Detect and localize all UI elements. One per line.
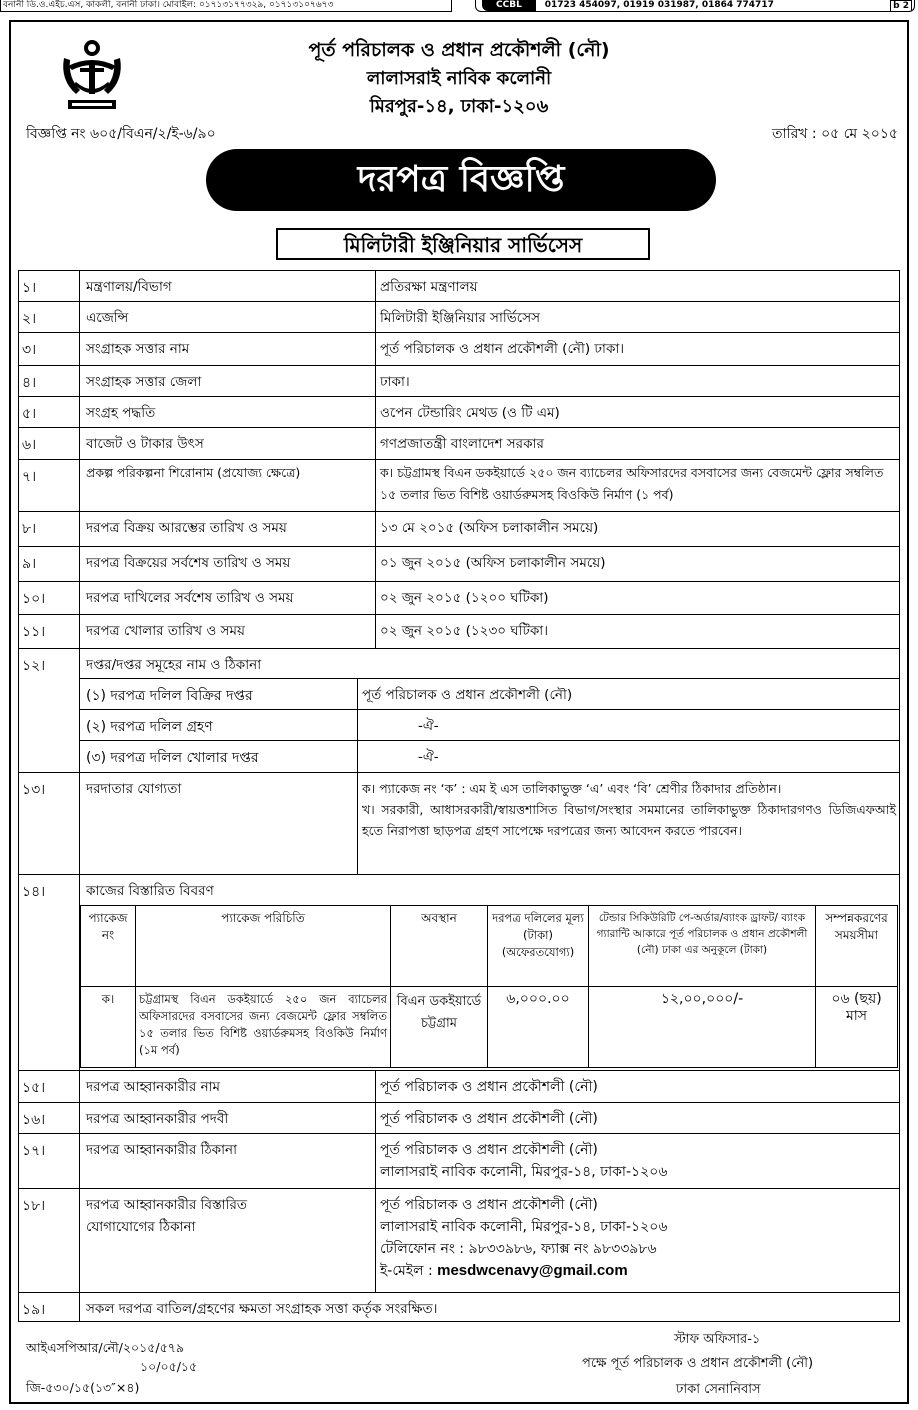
header-location: অবস্থান — [391, 906, 488, 987]
table-row — [18, 581, 900, 614]
row-number: ১৭। — [18, 1134, 80, 1188]
package-header-row — [81, 906, 898, 987]
row-item: দরপত্র খোলার তারিখ ও সময় — [80, 615, 376, 648]
table-row — [18, 270, 900, 301]
notice-subtitle: মিলিটারী ইঞ্জিনিয়ার সার্ভিসেস — [276, 228, 650, 260]
row-item: বাজেট ও টাকার উৎস — [80, 428, 376, 459]
table-row — [18, 546, 900, 581]
top-strip — [0, 0, 918, 14]
row-item: দরপত্র আহ্বানকারীর নাম — [80, 1071, 376, 1102]
row-value: পূর্ত পরিচালক ও প্রধান প্রকৌশলী (নৌ) — [380, 1111, 598, 1127]
signatory-title: স্টাফ অফিসার-১ — [674, 1332, 761, 1347]
top-ad-text: বনানী ডি.ও.এইচ.এস, কাকলী, বনানী ঢাকা। মোবাইল: ০১৭১৩১৭৭৩২৯, ০১৭১৩১০৭৬৭৩ — [0, 0, 452, 12]
package-row — [81, 987, 898, 1068]
row-item: দপ্তর/দপ্তর সমূহের নাম ও ঠিকানা — [86, 657, 262, 673]
row-item: এজেন্সি — [80, 302, 376, 332]
row-value: ওপেন টেন্ডারিং মেথড (ও টি এম) — [380, 405, 560, 421]
row-value: -ঐ- — [418, 749, 439, 765]
table-row — [18, 511, 900, 546]
header-tender-security: টেন্ডার সিকিউরিটি পে-অর্ডার/ব্যাংক ড্রাফট/ ব্যাংক গ্যারান্টি আকারে পূর্ত পরিচালক ও প্রধান প্রকৌশলী (নৌ) ঢাকা এর অনুকূলে (টাকা) — [589, 906, 816, 987]
row-item-line: দরপত্র আহ্বানকারীর বিস্তারিত — [86, 1197, 247, 1213]
signatory-on-behalf: পক্ষে পূর্ত পরিচালক ও প্রধান প্রকৌশলী (নৌ) — [582, 1356, 814, 1371]
row-item: কাজের বিস্তারিত বিবরণ — [86, 883, 214, 899]
row-value — [358, 773, 900, 874]
table-row — [18, 1292, 900, 1322]
table-row — [18, 1102, 900, 1133]
package-desc: চট্টগ্রামস্থ বিএন ডকইয়ার্ডে ২৫০ জন ব্যাচেলর অফিসারদের বসবাসের জন্য বেজমেন্ট ফ্লোর সম্বলিত ১৫ তলার ভিত বিশিষ্ট ওয়ার্ডরুমসহ বিওকিউ নির্মাণ (১ম পর্ব) — [136, 987, 391, 1068]
header-address: মিরপুর-১৪, ঢাকা-১২০৬ — [369, 96, 549, 117]
row-item: দরপত্র দাখিলের সর্বশেষ তারিখ ও সময় — [80, 582, 376, 614]
row-number: ১৮। — [18, 1189, 80, 1292]
table-row — [18, 772, 900, 874]
row-value: -ঐ- — [418, 718, 439, 734]
row-item-line: যোগাযোগের ঠিকানা — [86, 1219, 196, 1235]
row-value: ০২ জুন ২০১৫ (১২৩০ ঘটিকা। — [380, 623, 549, 639]
row-value: পূর্ত পরিচালক ও প্রধান প্রকৌশলী (নৌ) ঢাকা। — [380, 341, 625, 357]
table-row — [18, 874, 900, 904]
row-item: প্রকল্প পরিকল্পনা শিরোনাম (প্রযোজ্য ক্ষেত্রে) — [80, 460, 376, 511]
row-value — [376, 1134, 900, 1188]
header-office: পূর্ত পরিচালক ও প্রধান প্রকৌশলী (নৌ) — [308, 39, 610, 61]
row-item: (২) দরপত্র দলিল গ্রহণ — [80, 710, 358, 740]
row-item: সকল দরপত্র বাতিল/গ্রহণের ক্ষমতা সংগ্রাহক সত্তা কর্তৃক সংরক্ষিত। — [86, 1301, 438, 1317]
row-value — [376, 1189, 900, 1292]
row-number: ৮। — [18, 512, 80, 546]
contact-line: পূর্ত পরিচালক ও প্রধান প্রকৌশলী (নৌ) — [380, 1197, 598, 1213]
row-item — [80, 1189, 376, 1292]
address-line: পূর্ত পরিচালক ও প্রধান প্রকৌশলী (নৌ) — [380, 1142, 598, 1158]
table-row — [18, 301, 900, 332]
ccbl-phones: 01723 454097, 01919 031987, 01864 774717 — [544, 0, 774, 10]
row-item: সংগ্রহ পদ্ধতি — [80, 397, 376, 427]
table-row — [18, 648, 900, 678]
notice-title: দরপত্র বিজ্ঞপ্তি — [206, 149, 716, 211]
row-number: ১৬। — [18, 1103, 80, 1133]
address-line: লালাসরাই নাবিক কলোনী, মিরপুর-১৪, ঢাকা-১২০৬ — [380, 1164, 668, 1180]
package-location: বিএন ডকইয়ার্ডে চট্টগ্রাম — [391, 987, 488, 1068]
row-number: ১৩। — [18, 773, 80, 874]
row-item: দরপত্র বিক্রয়ের সর্বশেষ তারিখ ও সময় — [80, 547, 376, 581]
table-row — [18, 1133, 900, 1188]
row-item: মন্ত্রণালয়/বিভাগ — [80, 271, 376, 301]
qualification-b: খ। সরকারী, আধাসরকারী/স্বায়ত্তশাসিত বিভাগ/সংস্থার সমমানের তালিকাভুক্ত ঠিকাদারগণও ডিজিএফআই হতে নিরাপত্তা ছাড়পত্র গ্রহণ সাপেক্ষে দরপত্রের জন্য আবেদন করতে পারবেন। — [362, 802, 896, 838]
g-ref: জি-৫৩০/১৫(১৩″×৪) — [26, 1380, 140, 1395]
header-duration: সম্পন্নকরণের সময়সীমা — [816, 906, 898, 987]
email-label: ই-মেইল : — [380, 1263, 438, 1279]
phone-fax: টেলিফোন নং : ৯৮৩৩৯৮৬, ফ্যাক্স নং ৯৮৩৩৯৮৬ — [380, 1241, 657, 1257]
row-value: প্রতিরক্ষা মন্ত্রণালয় — [380, 279, 478, 295]
ccbl-logo: CCBL — [482, 0, 536, 11]
row-value: ১৩ মে ২০১৫ (অফিস চলাকালীন সময়ে) — [380, 520, 599, 536]
row-number: ৩। — [18, 333, 80, 365]
row-number: ১১। — [18, 615, 80, 648]
row-item: সংগ্রাহক সত্তার জেলা — [80, 366, 376, 396]
notice-date: তারিখ : ০৫ মে ২০১৫ — [772, 126, 898, 142]
table-row — [18, 396, 900, 427]
package-doc-price: ৬,০০০.০০ — [488, 987, 589, 1068]
package-no: ক। — [81, 987, 136, 1068]
row-item: দরপত্র আহ্বানকারীর পদবী — [80, 1103, 376, 1133]
ccbl-number: b 2 — [890, 0, 912, 12]
row-number: ৬। — [18, 428, 80, 459]
ispr-ref: আইএসপিআর/নৌ/২০১৫/৫৭৯ — [26, 1340, 184, 1355]
table-row — [18, 459, 900, 511]
row-number: ৫। — [18, 397, 80, 427]
row-number: ১০। — [18, 582, 80, 614]
ispr-date: ১০/০৫/১৫ — [140, 1359, 198, 1374]
package-duration: ০৬ (ছয়) মাস — [816, 987, 898, 1068]
table-row — [18, 1070, 900, 1102]
header-package-no: প্যাকেজ নং — [81, 906, 136, 987]
row-item: (৩) দরপত্র দলিল খোলার দপ্তর — [80, 741, 358, 772]
row-item: দরদাতার যোগ্যতা — [80, 773, 358, 874]
row-number: ৪। — [18, 366, 80, 396]
package-security: ১২,০০,০০০/- — [589, 987, 816, 1068]
row-value: গণপ্রজাতন্ত্রী বাংলাদেশ সরকার — [380, 436, 544, 452]
row-item: দরপত্র আহ্বানকারীর ঠিকানা — [80, 1134, 376, 1188]
qualification-a: ক। প্যাকেজ নং ‘ক’ : এম ই এস তালিকাভুক্ত ‘এ’ এবং ‘বি’ শ্রেণীর ঠিকাদার প্রতিষ্ঠান। — [362, 781, 782, 796]
ccbl-ad — [475, 0, 915, 12]
row-item: (১) দরপত্র দলিল বিক্রির দপ্তর — [80, 679, 358, 709]
table-row — [18, 1188, 900, 1292]
row-value: মিলিটারী ইঞ্জিনিয়ার সার্ভিসেস — [380, 310, 541, 326]
contact-line: লালাসরাই নাবিক কলোনী, মিরপুর-১৪, ঢাকা-১২০৬ — [380, 1219, 668, 1235]
email-address[interactable]: mesdwcenavy@gmail.com — [437, 1262, 628, 1279]
row-value: পূর্ত পরিচালক ও প্রধান প্রকৌশলী (নৌ) — [362, 687, 573, 703]
row-item: দরপত্র বিক্রয় আরম্ভের তারিখ ও সময় — [80, 512, 376, 546]
row-value: ০১ জুন ২০১৫ (অফিস চলাকালীন সময়ে) — [380, 555, 606, 571]
row-value: ঢাকা। — [380, 374, 410, 390]
row-value: ০২ জুন ২০১৫ (১২০০ ঘটিকা) — [380, 590, 549, 606]
row-number: ১। — [18, 271, 80, 301]
row-number: ৯। — [18, 547, 80, 581]
row-number: ১৫। — [18, 1071, 80, 1102]
header-doc-price: দরপত্র দলিলের মূল্য (টাকা) (অফেরতযোগ্য) — [488, 906, 589, 987]
table-row — [18, 614, 900, 648]
table-row — [80, 678, 900, 709]
table-row — [18, 332, 900, 365]
row-number: ১৯। — [18, 1293, 80, 1322]
table-row — [80, 709, 900, 740]
signatory-location: ঢাকা সেনানিবাস — [676, 1382, 761, 1397]
table-row — [18, 427, 900, 459]
email-line — [380, 1260, 896, 1282]
row-value: পূর্ত পরিচালক ও প্রধান প্রকৌশলী (নৌ) — [380, 1079, 598, 1095]
package-table — [80, 905, 898, 1065]
table-row — [18, 365, 900, 396]
row-number: ৭। — [18, 460, 80, 511]
row-value: ক। চট্টগ্রামস্থ বিএন ডকইয়ার্ডে ২৫০ জন ব্যাচেলর অফিসারদের বসবাসের জন্য বেজমেন্ট ফ্লোর সম্বলিত ১৫ তলার ভিত বিশিষ্ট ওয়ার্ডরুমসহ বিওকিউ নির্মাণ (১ পর্ব) — [380, 465, 884, 502]
row-number: ২। — [18, 302, 80, 332]
row-item: সংগ্রাহক সত্তার নাম — [80, 333, 376, 365]
header-colony: লালাসরাই নাবিক কলোনী — [366, 68, 552, 89]
table-row — [80, 740, 900, 772]
notice-number: বিজ্ঞপ্তি নং ৬০৫/বিএন/২/ই-৬/৯০ — [26, 126, 216, 142]
row-number: ১২। — [18, 649, 80, 773]
header-package-desc: প্যাকেজ পরিচিতি — [136, 906, 391, 987]
row-number: ১৪। — [18, 875, 80, 1071]
